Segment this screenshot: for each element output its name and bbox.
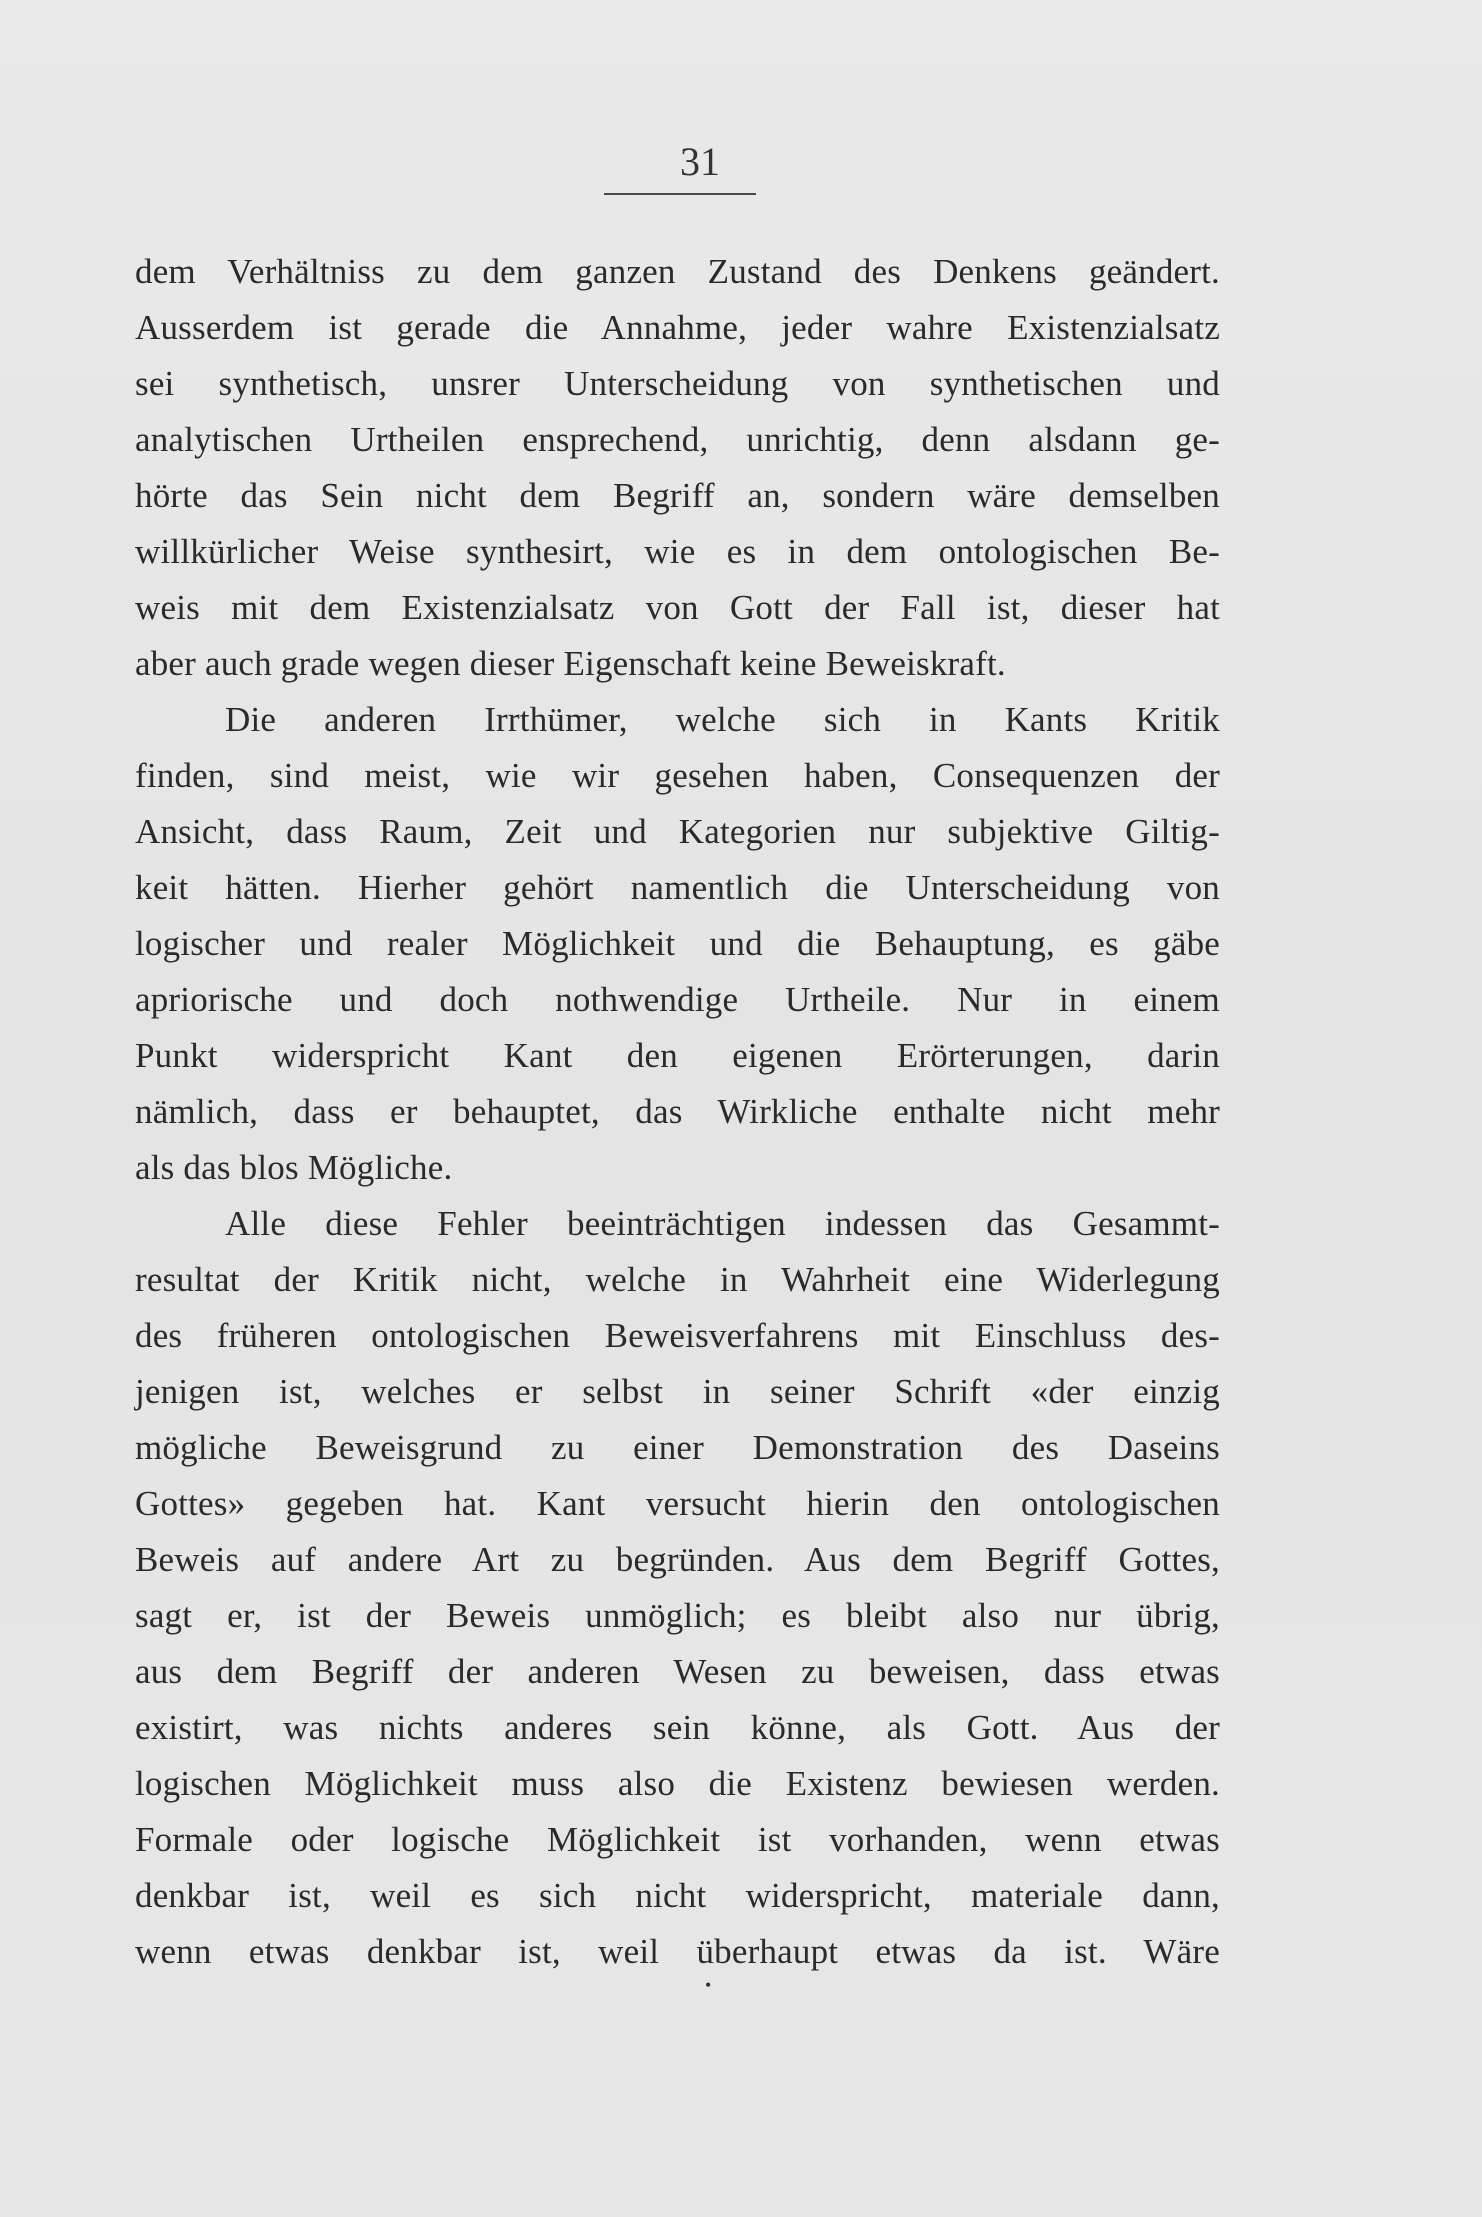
text-line: apriorische und doch nothwendige Urtheile. Nur in einem	[135, 980, 1220, 1019]
text-line: Gottes» gegeben hat. Kant versucht hierin den ontologischen	[135, 1484, 1220, 1523]
text-line: analytischen Urtheilen ensprechend, unrichtig, denn alsdann ge-	[135, 420, 1220, 459]
text-line: Ausserdem ist gerade die Annahme, jeder wahre Existenzialsatz	[135, 308, 1220, 347]
text-line: Beweis auf andere Art zu begründen. Aus dem Begriff Gottes,	[135, 1540, 1220, 1579]
text-line: Ansicht, dass Raum, Zeit und Kategorien nur subjektive Giltig-	[135, 812, 1220, 851]
text-line: hörte das Sein nicht dem Begriff an, sondern wäre demselben	[135, 476, 1220, 515]
text-line: logischen Möglichkeit muss also die Existenz bewiesen werden.	[135, 1764, 1220, 1803]
text-line: Formale oder logische Möglichkeit ist vorhanden, wenn etwas	[135, 1820, 1220, 1859]
text-line: Alle diese Fehler beeinträchtigen indessen das Gesammt-	[225, 1204, 1220, 1243]
body-text	[135, 244, 1220, 1980]
page-number-rule	[604, 193, 756, 195]
text-line: aus dem Begriff der anderen Wesen zu beweisen, dass etwas	[135, 1652, 1220, 1691]
text-line: resultat der Kritik nicht, welche in Wahrheit eine Widerlegung	[135, 1260, 1220, 1299]
text-line: wenn etwas denkbar ist, weil überhaupt etwas da ist. Wäre	[135, 1932, 1220, 1971]
text-line: willkürlicher Weise synthesirt, wie es in dem ontologischen Be-	[135, 532, 1220, 571]
text-line: des früheren ontologischen Beweisverfahrens mit Einschluss des-	[135, 1316, 1220, 1355]
text-line: mögliche Beweisgrund zu einer Demonstration des Daseins	[135, 1428, 1220, 1467]
text-line: keit hätten. Hierher gehört namentlich die Unterscheidung von	[135, 868, 1220, 907]
text-line: weis mit dem Existenzialsatz von Gott der Fall ist, dieser hat	[135, 588, 1220, 627]
text-line: als das blos Mögliche.	[135, 1148, 453, 1187]
text-line: nämlich, dass er behauptet, das Wirkliche enthalte nicht mehr	[135, 1092, 1220, 1131]
text-line: sei synthetisch, unsrer Unterscheidung von synthetischen und	[135, 364, 1220, 403]
text-line: finden, sind meist, wie wir gesehen haben, Consequenzen der	[135, 756, 1220, 795]
text-line: existirt, was nichts anderes sein könne, als Gott. Aus der	[135, 1708, 1220, 1747]
text-line: Die anderen Irrthümer, welche sich in Kants Kritik	[225, 700, 1220, 739]
footer-mark: •	[705, 1975, 712, 1995]
text-line: dem Verhältniss zu dem ganzen Zustand des Denkens geändert.	[135, 252, 1220, 291]
text-line: sagt er, ist der Beweis unmöglich; es bleibt also nur übrig,	[135, 1596, 1220, 1635]
text-line: logischer und realer Möglichkeit und die Behauptung, es gäbe	[135, 924, 1220, 963]
text-line: jenigen ist, welches er selbst in seiner Schrift «der einzig	[135, 1372, 1220, 1411]
text-line: Punkt widerspricht Kant den eigenen Erörterungen, darin	[135, 1036, 1220, 1075]
text-line: aber auch grade wegen dieser Eigenschaft keine Beweiskraft.	[135, 644, 1006, 683]
page-number: 31	[680, 139, 720, 184]
text-line: denkbar ist, weil es sich nicht widerspricht, materiale dann,	[135, 1876, 1220, 1915]
